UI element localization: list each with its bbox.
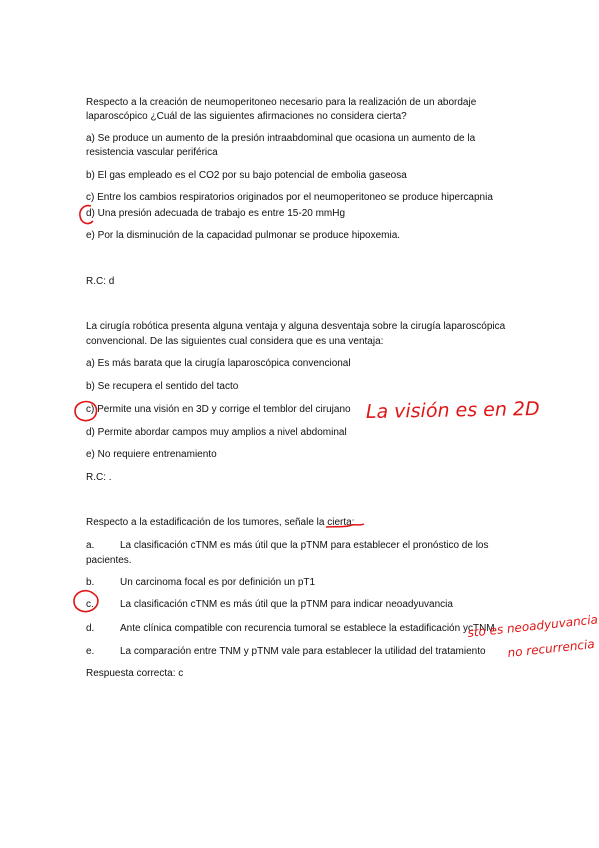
q1-option-c: c) Entre los cambios respiratorios originados por el neumoperitoneo se produce hipercapnia	[86, 192, 493, 203]
q3-option-a-line1: La clasificación cTNM es más útil que la pTNM para establecer el pronóstico de los	[120, 540, 489, 551]
q3-handwritten-note-2: no recurrencia	[506, 636, 596, 660]
q2-stem-line2: convencional. De las siguientes cual considera que es una ventaja:	[86, 336, 384, 347]
q3-option-c-text: La clasificación cTNM es más útil que la pTNM para indicar neoadyuvancia	[120, 599, 453, 610]
q2-option-c: c) Permite una visión en 3D y corrige el temblor del cirujano	[86, 404, 351, 415]
q3-answer-circle	[74, 591, 98, 612]
q1-option-b: b) El gas empleado es el CO2 por su bajo potencial de embolia gaseosa	[86, 170, 407, 181]
q3-stem: Respecto a la estadificación de los tumores, señale la cierta:	[86, 517, 355, 528]
q2-answer-circle	[75, 402, 97, 421]
q3-option-e-letter: e.	[86, 646, 95, 657]
q2-answer: R.C: .	[86, 472, 112, 483]
q1-stem-line2: laparoscópico ¿Cuál de las siguientes afirmaciones no considera cierta?	[86, 111, 407, 122]
q3-cierta-underline	[326, 524, 364, 527]
q2-handwritten-note: La visión es en 2D	[365, 397, 540, 423]
q1-option-a-line1: a) Se produce un aumento de la presión intraabdominal que ocasiona un aumento de la	[86, 133, 476, 144]
q3-answer: Respuesta correcta: c	[86, 668, 184, 679]
q1-answer: R.C: d	[86, 276, 115, 287]
q1-option-e: e) Por la disminución de la capacidad pulmonar se produce hipoxemia.	[86, 230, 401, 241]
q3-option-b-text: Un carcinoma focal es por definición un pT1	[120, 577, 316, 588]
q3-option-e-text: La comparación entre TNM y pTNM vale para establecer la utilidad del tratamiento	[120, 646, 486, 657]
q1-stem-line1: Respecto a la creación de neumoperitoneo necesario para la realización de un abordaje	[86, 97, 477, 108]
q3-option-d-letter: d.	[86, 623, 95, 634]
q3-option-a-line2: pacientes.	[86, 555, 132, 566]
q3-option-b-letter: b.	[86, 577, 95, 588]
q2-option-b: b) Se recupera el sentido del tacto	[86, 381, 239, 392]
q2-option-d: d) Permite abordar campos muy amplios a nivel abdominal	[86, 427, 347, 438]
q3-option-a-letter: a.	[86, 540, 95, 551]
q1-answer-circle	[80, 206, 93, 224]
q2-option-a: a) Es más barata que la cirugía laparoscópica convencional	[86, 358, 351, 369]
q2-stem-line1: La cirugía robótica presenta alguna ventaja y alguna desventaja sobre la cirugía laparoscópica	[86, 321, 506, 332]
q1-option-d: d) Una presión adecuada de trabajo es entre 15-20 mmHg	[86, 208, 346, 219]
q3-option-c-letter: c.	[86, 599, 94, 610]
q3-handwritten-note-1: sto es neoadyuvancia	[466, 612, 599, 640]
q3-option-d-text: Ante clínica compatible con recurencia tumoral se establece la estadificación ycTNM	[120, 623, 495, 634]
q1-option-a-line2: resistencia vascular periférica	[86, 147, 218, 158]
q2-option-e: e) No requiere entrenamiento	[86, 449, 217, 460]
